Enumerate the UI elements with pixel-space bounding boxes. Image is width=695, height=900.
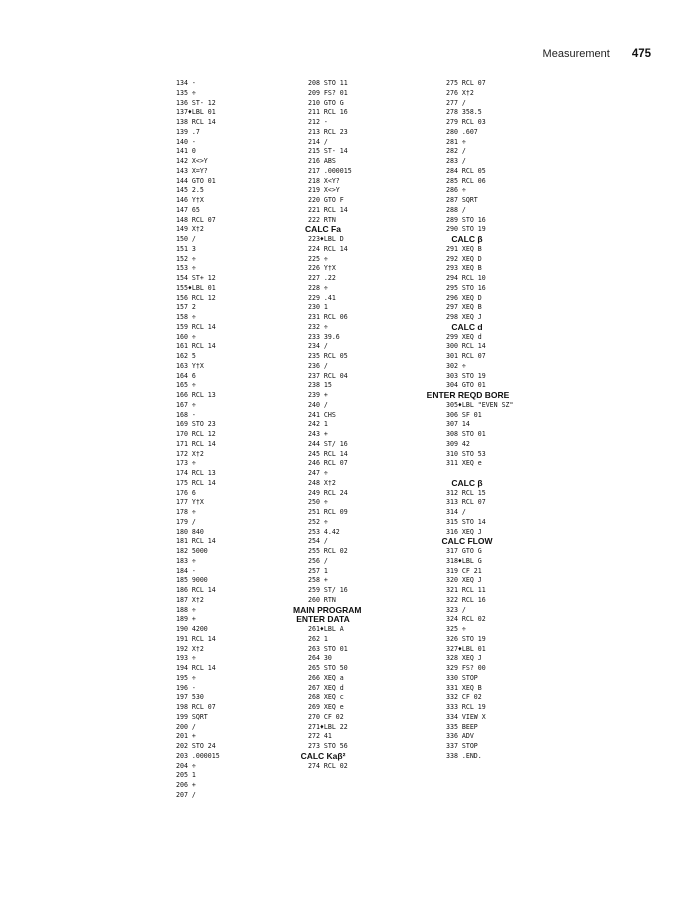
program-line: 317 GTO G [446,547,482,555]
program-line: 329 FS? 00 [446,664,486,672]
section-heading: CALC d [451,321,483,332]
program-line: 319 CF 21 [446,566,482,575]
program-line: 294 RCL 10 [446,274,486,282]
program-line: 254 / [308,537,328,546]
program-line: 210 GTO G [308,98,344,107]
program-line: 331 XEQ B [446,683,482,692]
program-line: 338 .END. [446,751,482,760]
section-heading: MAIN PROGRAM [293,604,362,615]
program-line: 233 39.6 [308,332,340,341]
program-line: 141 0 [176,147,196,156]
program-line: 336 ADV [446,732,474,741]
section-heading: CALC Kaβ² [300,750,346,761]
program-line: 235 RCL 05 [308,352,348,360]
program-line: 273 STO 56 [308,742,348,750]
program-line: 209 FS? 01 [308,88,348,97]
program-line: 227 .22 [308,274,336,282]
program-column-3 [426,79,518,762]
program-line: 135 ÷ [176,88,196,97]
program-line: 186 RCL 14 [176,586,216,594]
program-line: 204 ÷ [176,761,196,770]
program-line: 157 2 [176,303,196,312]
program-line: 166 RCL 13 [176,391,216,399]
program-line: 304 GTO 01 [446,381,486,390]
program-line: 201 + [176,732,196,741]
program-line: 144 GTO 01 [176,176,216,185]
program-line: 137♦LBL 01 [176,108,216,117]
program-line: 167 ÷ [176,400,196,409]
program-line: 219 X<>Y [308,186,340,195]
program-line: 189 + [176,615,196,624]
program-line: 315 STO 14 [446,517,486,526]
program-line: 214 / [308,137,328,146]
program-line: 330 STOP [446,673,478,682]
program-line: 308 STO 01 [446,430,486,438]
program-line: 153 ÷ [176,264,196,273]
program-line: 224 RCL 14 [308,244,348,253]
program-line: 314 / [446,508,466,516]
program-line: 192 X†2 [176,644,204,653]
program-line: 248 X†2 [308,478,336,487]
program-line: 287 SQRT [446,196,478,204]
program-line: 326 STO 19 [446,634,486,643]
program-line: 142 X<>Y [176,157,208,165]
program-line: 200 / [176,722,196,731]
program-line: 190 4200 [176,625,208,633]
program-line: 332 CF 02 [446,693,482,702]
program-line: 278 358.5 [446,108,482,117]
program-line: 290 STO 19 [446,225,486,234]
program-line: 324 RCL 02 [446,615,486,624]
program-line: 260 RTN [308,595,336,604]
program-line: 229 .41 [308,293,336,302]
program-line: 173 ÷ [176,459,196,468]
program-line: 161 RCL 14 [176,342,216,351]
program-line: 295 STO 16 [446,283,486,292]
program-line: 267 XEQ d [308,683,344,692]
program-line: 156 RCL 12 [176,293,216,302]
program-line: 134 - [176,79,196,87]
program-line: 228 ÷ [308,283,328,292]
program-line: 185 9000 [176,576,208,585]
program-line: 310 STO 53 [446,449,486,458]
program-line: 168 - [176,410,196,419]
program-line: 138 RCL 14 [176,118,216,126]
program-line: 269 XEQ e [308,703,344,711]
program-line: 175 RCL 14 [176,478,216,487]
program-line: 143 X=Y? [176,166,208,175]
program-line: 165 ÷ [176,381,196,390]
program-line: 217 .000015 [308,166,352,175]
program-line: 266 XEQ a [308,673,344,682]
program-line: 306 SF 01 [446,410,482,419]
program-line: 198 RCL 07 [176,703,216,711]
program-line: 292 XEQ D [446,254,482,263]
program-line: 242 1 [308,420,328,429]
program-line: 162 5 [176,352,196,360]
section-heading: CALC β [451,477,483,488]
program-line: 286 ÷ [446,186,466,195]
program-line: 309 42 [446,439,470,448]
program-line: 148 RCL 07 [176,215,216,224]
program-line: 193 ÷ [176,654,196,663]
program-line: 202 STO 24 [176,742,216,750]
page-header [543,48,651,60]
program-line: 305♦LBL "EVEN SZ" [446,400,514,409]
section-heading: CALC Fa [305,224,341,235]
program-line: 275 RCL 07 [446,79,486,87]
program-line: 223♦LBL D [308,235,344,243]
program-line: 220 GTO F [308,196,344,204]
program-line: 311 XEQ e [446,459,482,468]
program-line: 182 5000 [176,547,208,555]
program-line: 238 15 [308,381,332,390]
program-line: 206 + [176,781,196,789]
program-line: 246 RCL 07 [308,459,348,468]
program-line: 245 RCL 14 [308,449,348,458]
program-line: 136 ST- 12 [176,98,216,107]
program-line: 183 ÷ [176,556,196,565]
program-line: 160 ÷ [176,332,196,341]
program-line: 197 530 [176,693,204,702]
program-line: 140 - [176,137,196,146]
program-line: 279 RCL 03 [446,118,486,126]
program-line: 259 ST/ 16 [308,586,348,594]
program-line: 249 RCL 24 [308,488,348,497]
program-line: 289 STO 16 [446,215,486,224]
program-line: 199 SQRT [176,712,208,721]
program-line: 270 CF 02 [308,712,344,721]
program-line: 236 / [308,361,328,370]
program-line: 258 + [308,576,328,585]
program-line: 179 / [176,517,196,526]
program-line: 176 6 [176,488,196,497]
section-heading: ENTER REQD BORE [426,390,510,400]
program-line: 180 840 [176,527,204,536]
program-line: 164 6 [176,371,196,380]
program-line: 265 STO 50 [308,664,348,672]
program-line: 196 - [176,683,196,692]
program-line: 272 41 [308,732,332,741]
program-line: 291 XEQ B [446,244,482,253]
program-line: 322 RCL 16 [446,595,486,604]
program-line: 277 / [446,98,466,107]
program-line: 268 XEQ c [308,693,344,702]
program-line: 169 STO 23 [176,420,216,429]
program-line: 297 XEQ B [446,303,482,312]
program-line: 288 / [446,205,466,214]
program-line: 276 X†2 [446,88,474,97]
program-line: 312 RCL 15 [446,488,486,497]
program-line: 262 1 [308,634,328,643]
program-line: 328 XEQ J [446,654,482,663]
program-line: 191 RCL 14 [176,634,216,643]
program-line: 263 STO 01 [308,644,348,653]
program-line: 170 RCL 12 [176,430,216,438]
program-line: 323 / [446,605,466,614]
program-line: 212 - [308,118,328,126]
program-line: 274 RCL 02 [308,761,348,770]
program-line: 327♦LBL 01 [446,644,486,653]
program-line: 281 ÷ [446,137,466,146]
program-line: 211 RCL 16 [308,108,348,117]
program-line: 264 30 [308,654,332,663]
program-line: 163 Y†X [176,361,204,370]
program-line: 282 / [446,147,466,156]
section-heading: ENTER DATA [296,614,350,625]
program-column-2 [293,79,362,771]
section-heading: CALC FLOW [441,536,493,547]
program-line: 300 RCL 14 [446,342,486,351]
program-line: 302 ÷ [446,361,466,370]
program-line: 139 .7 [176,127,200,136]
program-line: 150 / [176,235,196,243]
program-line: 216 ABS [308,157,336,165]
program-line: 253 4.42 [308,527,340,536]
program-line: 320 XEQ J [446,576,482,585]
program-line: 146 Y†X [176,196,204,204]
program-line: 280 .607 [446,127,478,136]
program-line: 203 .000015 [176,751,220,760]
program-line: 152 ÷ [176,254,196,263]
program-line: 147 65 [176,205,200,214]
program-line: 215 ST- 14 [308,147,348,156]
program-line: 271♦LBL 22 [308,722,348,731]
program-line: 177 Y†X [176,498,204,507]
program-line: 283 / [446,157,466,165]
section-title: Measurement [542,48,610,60]
program-line: 243 + [308,430,328,438]
program-line: 247 ÷ [308,469,328,477]
program-line: 261♦LBL A [308,625,344,633]
program-line: 252 ÷ [308,517,328,526]
program-line: 213 RCL 23 [308,127,348,136]
program-line: 218 X<Y? [308,176,340,185]
page-number: 475 [631,48,651,60]
program-line: 154 ST+ 12 [176,274,216,282]
program-line: 307 14 [446,420,470,429]
program-line: 299 XEQ d [446,332,482,341]
program-line: 187 X†2 [176,595,204,604]
program-line: 337 STOP [446,742,478,750]
section-heading: CALC β [451,234,483,244]
program-line: 151 3 [176,244,196,253]
program-line: 303 STO 19 [446,371,486,380]
program-line: 237 RCL 04 [308,371,348,380]
program-line: 205 1 [176,771,196,780]
program-line: 316 XEQ J [446,527,482,536]
program-line: 188 ÷ [176,605,196,614]
program-line: 301 RCL 07 [446,352,486,360]
program-line: 250 ÷ [308,498,328,507]
program-line: 226 Y†X [308,264,336,273]
program-line: 155♦LBL 01 [176,283,216,292]
program-line: 318♦LBL G [446,556,482,565]
program-line: 298 XEQ J [446,313,482,321]
program-line: 225 ÷ [308,254,328,263]
program-line: 325 ÷ [446,625,466,633]
program-line: 335 BEEP [446,722,478,731]
program-line: 221 RCL 14 [308,205,348,214]
program-line: 239 + [308,391,328,399]
program-line: 159 RCL 14 [176,322,216,331]
program-line: 296 XEQ D [446,293,482,302]
program-line: 234 / [308,342,328,351]
program-line: 333 RCL 19 [446,703,486,711]
program-line: 222 RTN [308,215,336,224]
program-line: 208 STO 11 [308,79,348,87]
program-line: 174 RCL 13 [176,469,216,477]
program-line: 284 RCL 05 [446,166,486,175]
program-line: 207 / [176,790,196,799]
program-line: 285 RCL 06 [446,176,486,185]
program-line: 241 CHS [308,410,336,419]
program-line: 293 XEQ B [446,264,482,273]
program-line: 172 X†2 [176,449,204,458]
program-column-1 [176,79,220,801]
program-line: 149 X†2 [176,225,204,234]
program-line: 194 RCL 14 [176,664,216,672]
program-line: 171 RCL 14 [176,439,216,448]
program-line: 251 RCL 09 [308,508,348,516]
program-line: 321 RCL 11 [446,586,486,594]
program-line: 244 ST/ 16 [308,439,348,448]
program-line: 231 RCL 06 [308,313,348,321]
program-line: 257 1 [308,566,328,575]
program-line: 334 VIEW X [446,712,486,721]
program-line: 145 2.5 [176,186,204,195]
program-line: 232 ÷ [308,322,328,331]
program-line: 178 ÷ [176,508,196,516]
program-line: 313 RCL 07 [446,498,486,507]
program-line: 240 / [308,400,328,409]
program-line: 256 / [308,556,328,565]
program-line: 230 1 [308,303,328,312]
program-line: 158 ÷ [176,313,196,321]
program-line: 181 RCL 14 [176,537,216,546]
program-line: 184 - [176,566,196,575]
program-line: 255 RCL 02 [308,547,348,555]
program-line: 195 ÷ [176,673,196,682]
